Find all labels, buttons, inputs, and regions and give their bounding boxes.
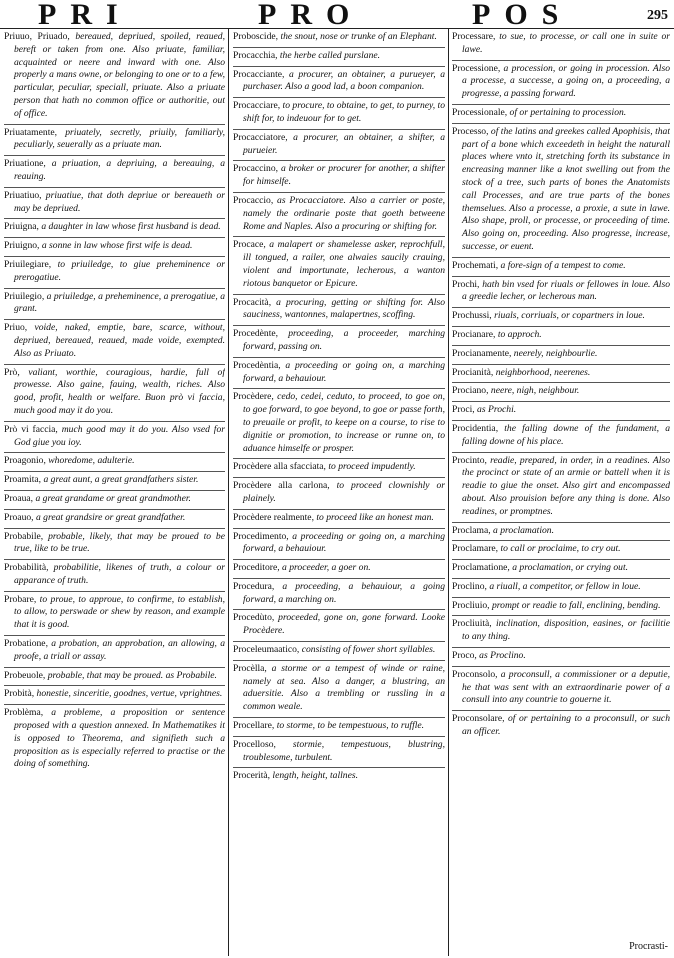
dictionary-entry (4, 221, 225, 238)
entry-definition: neere, nigh, neighbour. (488, 385, 580, 397)
entry-headword: Procellare, (233, 720, 275, 732)
dictionary-entry (233, 69, 445, 99)
entry-headword: Procèdere alla carlona, (233, 480, 330, 492)
entry-definition: valiant, worthie, couragious, hardie, full of prowesse. Also gaine, fauing, wealth, riches. Also good, profit, health or welfare. Buon prò vi faccia, much good may it do you. (14, 366, 225, 416)
entry-definition: as Procacciatore. Also a carrier or poste, namely the ordinarie poste that goeth betweene Rome and Naples. Also a procuring or shifting for. (243, 194, 445, 232)
dictionary-entry (233, 239, 445, 294)
entry-headword: Prochussi, (452, 310, 492, 322)
dictionary-entry (4, 707, 225, 774)
entry-headword: Proboscide, (233, 31, 279, 42)
dictionary-entry (233, 512, 445, 529)
entry-definition: whoredome, adulterie. (45, 455, 135, 467)
entry-headword: Procedùto, (233, 612, 275, 624)
entry-headword: Procelloso, (233, 738, 276, 750)
entry-definition: a priuiledge, a preheminence, a prerogatiue, a grant. (14, 290, 225, 315)
dictionary-entry (452, 310, 670, 327)
dictionary-entry (452, 385, 670, 402)
dictionary-entry (4, 31, 225, 125)
dictionary-entry (4, 455, 225, 472)
entry-definition: a riuall, a competitor, or fellow in loue. (486, 580, 641, 592)
entry-headword: Proceleumaatico, (233, 644, 300, 656)
entry-headword: Probeuole, (4, 669, 46, 681)
entry-definition: a probation, an approbation, an allowing, a proofe, a triall or assay. (14, 638, 225, 662)
entry-headword: Procedimento, (233, 530, 289, 542)
dictionary-entry (452, 600, 670, 617)
entry-headword: Problèma, (4, 707, 44, 719)
entry-headword: Processionale, (452, 106, 508, 118)
entry-headword: Processione, (452, 62, 501, 74)
entry-definition: a proclamation. (490, 524, 554, 536)
header-right-guide: POS (472, 0, 573, 31)
entry-headword: Procèdere realmente, (233, 511, 314, 523)
entry-headword: Priuigna, (4, 221, 39, 233)
entry-definition: to sue, to processe, or call one in suite or lawe. (462, 31, 670, 55)
dictionary-entry (452, 260, 670, 277)
dictionary-entry (4, 493, 225, 510)
dictionary-entry (233, 581, 445, 611)
header-rule (0, 28, 674, 29)
entry-definition: a procuring, getting or shifting for. Also sauciness, wantonnes, malapertnes, scoffing. (243, 296, 445, 321)
dictionary-entry (4, 531, 225, 561)
entry-headword: Procace, (233, 239, 266, 251)
dictionary-entry (233, 297, 445, 327)
entry-headword: Proclama, (452, 524, 491, 536)
entry-definition: a proclamation, or crying out. (509, 562, 629, 574)
entry-headword: Procacciare, (233, 100, 281, 112)
entry-headword: Prociano, (452, 385, 489, 397)
dictionary-entry (452, 669, 670, 711)
entry-headword: Procianità, (452, 366, 494, 378)
dictionary-entry (233, 739, 445, 769)
entry-definition: to procure, to obtaine, to get, to purney, to shift for, to indeuour for to get. (243, 100, 445, 124)
dictionary-entry (4, 158, 225, 188)
dictionary-entry (4, 474, 225, 491)
entry-definition: a storme or a tempest of winde or raine, namely at sea. Also a danger, a blustring, an aduersitie. Also a trembling or russling in a common weale. (243, 662, 445, 713)
entry-headword: Procaccino, (233, 163, 279, 175)
entry-headword: Procinto, (452, 454, 487, 466)
entry-headword: Procliuità, (452, 618, 492, 630)
entry-headword: Prochemati, (452, 259, 499, 271)
dictionary-entry (233, 663, 445, 718)
entry-definition: to storme, to be tempestuous, to ruffle. (274, 720, 425, 732)
entry-headword: Prochi, (452, 278, 480, 290)
header-center-guide: PRO (258, 0, 364, 31)
entry-definition: to call or proclaime, to cry out. (498, 543, 621, 555)
catchword: Procrasti- (629, 941, 668, 952)
dictionary-entry (4, 638, 225, 668)
entry-headword: Priuatamente, (4, 126, 58, 138)
dictionary-entry (233, 50, 445, 67)
entry-definition: riuals, corriuals, or copartners in loue. (491, 310, 645, 322)
entry-definition: a proceeder, a goer on. (279, 562, 371, 574)
entry-definition: of or pertaining to procession. (507, 106, 627, 118)
dictionary-entry (452, 404, 670, 421)
entry-definition: to proue, to approue, to confirme, to establish, to allow, to perswade or shew by reason, and example that it is good. (14, 593, 225, 631)
entry-definition: a procession, or going in procession. Also a processe, a successe, a going on, a proceeding, a progresse, a passing forward. (462, 62, 670, 100)
column-divider (448, 28, 449, 956)
column-left (4, 31, 225, 954)
dictionary-entry (452, 562, 670, 579)
entry-definition: a procurer, an obtainer, a shifter, a purueier. (243, 131, 445, 156)
entry-definition: hath bin vsed for riuals or fellowes in loue. Also a greedie lecher, or lecherous man. (462, 278, 670, 303)
entry-headword: Procacciante, (233, 68, 285, 80)
dictionary-entry (4, 424, 225, 454)
header-left-guide: PRI (38, 0, 132, 31)
entry-definition: a great grandame or great grandmother. (33, 492, 191, 504)
page-number: 295 (647, 8, 668, 23)
entry-headword: Proclino, (452, 580, 487, 592)
entry-definition: honestie, sinceritie, goodnes, vertue, vprightnes. (34, 688, 223, 700)
column-divider (228, 28, 229, 956)
dictionary-entry (4, 259, 225, 289)
entry-headword: Procaccio, (233, 194, 274, 206)
dictionary-entry (233, 132, 445, 162)
entry-definition: the herbe called purslane. (277, 49, 381, 61)
dictionary-entry (4, 240, 225, 257)
entry-definition: a procurer, an obtainer, a purueyer, a purchaser. Also a good lad, a boon companion. (243, 68, 445, 93)
dictionary-entry (233, 31, 445, 48)
entry-definition: a probleme, a proposition or sentence proposed with a question annexed. In Mathematikes it is opposed to Theorema, and signifieth such a proposition as is especially referred to practise or the doing of something. (14, 707, 225, 770)
entry-definition: proceeding, a proceeder, marching forward, passing on. (243, 328, 445, 352)
entry-definition: a malapert or shamelesse asker, reprochfull, ill tongued, a railer, one alwaies saucily crauing, violent and importunate, lecherous, a wanton riotous banquetor or Epicure. (243, 239, 445, 289)
entry-headword: Proconsolo, (452, 668, 498, 680)
dictionary-entry (233, 328, 445, 358)
dictionary-entry (233, 391, 445, 459)
entry-headword: Procliuio, (452, 599, 490, 611)
entry-headword: Priuilegio, (4, 290, 45, 302)
entry-headword: Procianare, (452, 328, 496, 340)
dictionary-entry (233, 480, 445, 510)
dictionary-entry (233, 360, 445, 390)
entry-definition: neerely, neighbourlie. (511, 347, 598, 359)
dictionary-entry (233, 163, 445, 193)
dictionary-entry (4, 322, 225, 364)
entry-headword: Procedènte, (233, 328, 279, 340)
entry-headword: Proagonio, (4, 455, 46, 467)
dictionary-entry (233, 100, 445, 130)
entry-headword: Processare, (452, 31, 496, 42)
entry-definition: probable, likely, that may be proued to be true, like to be true. (14, 530, 225, 555)
entry-headword: Procedèntia, (233, 359, 281, 371)
entry-headword: Proaua, (4, 492, 34, 504)
entry-headword: Procidentia, (452, 422, 499, 434)
entry-definition: as Prochi. (474, 404, 517, 416)
dictionary-entry (452, 63, 670, 105)
entry-definition: a daughter in law whose first husband is dead. (38, 221, 221, 233)
dictionary-entry (4, 688, 225, 705)
entry-definition: to proceed clownishly or plainely. (243, 480, 445, 504)
entry-headword: Proconsolare, (452, 713, 505, 725)
dictionary-entry (452, 367, 670, 384)
entry-headword: Proco, (452, 650, 477, 662)
entry-headword: Priuigno, (4, 240, 40, 252)
entry-definition: cedo, cedei, ceduto, to proceed, to goe on, to goe forward, to goe beyond, to goe or passe forth, to preuaile or profit, to keepe on a course, to rise to dignitie or promotion, to increase or runne on, to aduance himselfe or prosper. (243, 391, 445, 454)
entry-definition: probable, that may be proued. as Probabile. (45, 669, 217, 681)
dictionary-entry (233, 644, 445, 661)
dictionary-entry (452, 650, 670, 667)
dictionary-entry (452, 543, 670, 560)
entry-headword: Priuilegiare, (4, 258, 52, 270)
entry-definition: priuatiue, that doth depriue or bereaueth or may be depriued. (14, 189, 225, 214)
running-header (0, 0, 674, 31)
entry-definition: neighborhood, neerenes. (493, 366, 591, 378)
dictionary-entry (233, 195, 445, 237)
entry-definition: as Proclino. (476, 650, 526, 662)
dictionary-entry (452, 279, 670, 309)
entry-headword: Proci, (452, 404, 475, 416)
dictionary-entry (233, 461, 445, 478)
entry-definition: a fore-sign of a tempest to come. (498, 259, 626, 271)
entry-definition: a sonne in law whose first wife is dead. (39, 240, 193, 252)
dictionary-entry (4, 127, 225, 157)
entry-definition: to proceed like an honest man. (313, 511, 434, 523)
entry-headword: Proclamatione, (452, 562, 510, 574)
dictionary-entry (233, 531, 445, 561)
column-right (452, 31, 670, 954)
entry-definition: priuately, secretly, priuily, familiarly, peculiarly, seuerally as a priuate man. (14, 126, 225, 151)
entry-headword: Procacchia, (233, 49, 278, 61)
entry-definition: stormie, tempestuous, blustring, troublesome, turbulent. (243, 738, 445, 763)
entry-headword: Priuo, (4, 322, 28, 334)
entry-definition: to priuiledge, to giue preheminence or prerogatiue. (14, 258, 225, 283)
dictionary-entry (4, 190, 225, 220)
dictionary-entry (4, 291, 225, 321)
entry-headword: Priuuo, Priuado, (4, 31, 70, 42)
entry-headword: Probatione, (4, 638, 48, 650)
dictionary-entry (452, 329, 670, 346)
dictionary-entry (233, 720, 445, 737)
entry-definition: a proceeding or going on, a marching forward, a behauiour. (243, 530, 445, 555)
entry-headword: Procèlla, (233, 662, 267, 674)
dictionary-entry (452, 107, 670, 124)
entry-definition: prompt or readie to fall, enclining, bending. (489, 599, 661, 611)
entry-headword: Proauo, (4, 511, 34, 523)
dictionary-entry (452, 455, 670, 523)
dictionary-entry (4, 670, 225, 687)
dictionary-entry (452, 713, 670, 742)
entry-definition: a great aunt, a great grandfathers sister. (41, 474, 199, 486)
entry-definition: consisting of fower short syllables. (299, 644, 436, 656)
dictionary-entry (4, 594, 225, 636)
entry-headword: Procèdere alla sfacciata, (233, 461, 326, 473)
entry-headword: Priuatione, (4, 158, 46, 170)
dictionary-entry (452, 423, 670, 453)
entry-headword: Probare, (4, 593, 37, 605)
entry-definition: bereaued, depriued, spoiled, reaued, bereft or taken from one. Also priuate, familiar, acquainted or neere and inward with one. Also properly a mans owne, or belonging to one or to a few, particular, peculiar, speciall, priuate. Also a priuate person that hath no common office or authoritie, out of office. (14, 31, 225, 119)
entry-definition: much good may it do you. Also vsed for God giue you ioy. (14, 423, 225, 448)
entry-headword: Proclamare, (452, 543, 499, 555)
dictionary-entry (452, 618, 670, 648)
entry-definition: voide, naked, emptie, bare, scarce, without, depriued, bereaued, reaued, made voide, exempted. Also as Priuato. (14, 322, 225, 359)
dictionary-entry (452, 31, 670, 61)
dictionary-entry (452, 126, 670, 258)
entry-headword: Procerità, (233, 770, 271, 782)
entry-definition: a proceeding, a behauiour, a going forward, a marching on. (243, 580, 445, 605)
entry-definition: inclination, disposition, easines, or facilitie to any thing. (462, 618, 670, 643)
entry-definition: to approch. (495, 328, 542, 340)
entry-headword: Procacità, (233, 296, 272, 308)
dictionary-entry (4, 512, 225, 529)
dictionary-entry (452, 581, 670, 598)
entry-headword: Probabilità, (4, 562, 49, 574)
dictionary-entry (233, 770, 445, 786)
dictionary-entry (233, 562, 445, 579)
entry-definition: a broker or procurer for another, a shifter for himselfe. (243, 163, 445, 188)
entry-headword: Procacciatore, (233, 131, 288, 143)
entry-definition: a priuation, a depriuing, a bereauing, a reauing. (14, 158, 225, 182)
dictionary-entry (4, 367, 225, 422)
entry-definition: a proceeding or going on, a marching forward, a behauiour. (243, 359, 445, 384)
entry-definition: the falling downe of the fundament, a falling downe of his place. (462, 422, 670, 447)
dictionary-entry (452, 525, 670, 542)
entry-headword: Processo, (452, 125, 489, 137)
entry-headword: Prò, (4, 366, 20, 378)
entry-headword: Procianamente, (452, 347, 512, 359)
entry-definition: readie, prepared, in order, in a readines. Also the procinct or state of an armie or battell when it is readie to giue the onset. Also girt and encompassed about. Also prouision before any thing is done. Also readines, or promptnes. (462, 454, 670, 517)
entry-headword: Probabile, (4, 530, 44, 542)
entry-definition: to proceed impudently. (325, 461, 416, 473)
entry-definition: a proconsull, a commissioner or a deputie, he that was sent with an extraordinarie power of a consull into any countrie to gouerne it. (462, 668, 670, 706)
entry-definition: length, height, tallnes. (270, 770, 358, 782)
dictionary-entry (4, 562, 225, 592)
entry-definition: proceeded, gone on, gone forward. Looke Procèdere. (243, 612, 445, 637)
entry-definition: of the latins and greekes called Apophisis, that part of a bone which exceedeth in height the naturall places where vnto it, stretching forth its substance in encreasing manner like a knot swelling out from the stock of a tree, such parts of bones the Anatomists call Processes, and are true parts of the bones themselues. Also a processe, a proxie, a sute in lawe. Also shape, proll, or processe, or proceeding of time. Also going on, proceeding. Also progresse, increase, successe, or euent. (462, 125, 670, 252)
entry-definition: of or pertaining to a proconsull, or such an officer. (462, 713, 670, 738)
column-middle (233, 31, 445, 954)
dictionary-entry (233, 612, 445, 642)
entry-headword: Probità, (4, 688, 35, 700)
entry-headword: Proceditore, (233, 562, 280, 574)
entry-headword: Prò vi faccia, (4, 423, 58, 435)
dictionary-entry (452, 348, 670, 365)
entry-definition: the snout, nose or trunke of an Elephant. (278, 31, 437, 42)
entry-headword: Procèdere, (233, 391, 274, 403)
entry-headword: Proamita, (4, 474, 42, 486)
entry-headword: Procedura, (233, 580, 275, 592)
entry-definition: probabilitie, likenes of truth, a colour or apparance of truth. (14, 562, 225, 586)
entry-definition: a great grandsire or great grandfather. (33, 511, 186, 523)
entry-headword: Priuatiuo, (4, 189, 42, 201)
